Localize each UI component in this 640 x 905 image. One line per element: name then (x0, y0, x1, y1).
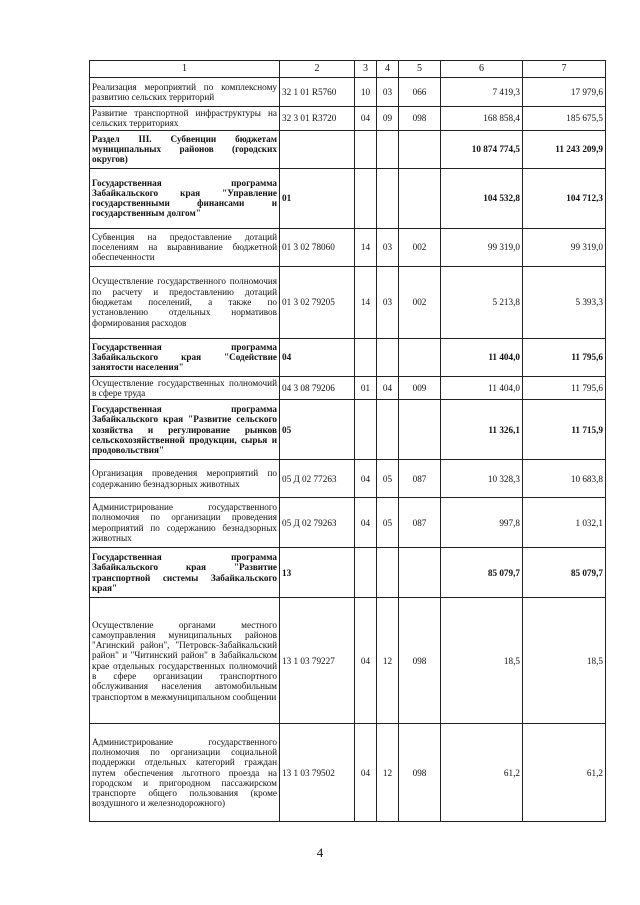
admin-code-cell (399, 130, 441, 168)
amount-year2-cell: 11 243 209,9 (523, 130, 606, 168)
amount-year1-cell: 168 858,4 (441, 107, 523, 131)
column-header-2: 2 (280, 61, 355, 78)
subsection-code-cell: 12 (377, 598, 399, 724)
target-code-cell: 13 (280, 548, 355, 598)
amount-year2-cell: 18,5 (523, 598, 606, 724)
row-name-cell: Государственная программа Забайкальского края "Управление государственными финансами и государственным долгом" (90, 168, 280, 228)
column-header-1: 1 (90, 61, 280, 78)
admin-code-cell (399, 168, 441, 228)
subsection-code-cell: 03 (377, 78, 399, 107)
table-row (90, 724, 606, 822)
amount-year1-cell: 10 874 774,5 (441, 130, 523, 168)
amount-year1-cell: 99 319,0 (441, 228, 523, 266)
section-code-cell: 04 (355, 598, 377, 724)
amount-year1-cell: 61,2 (441, 724, 523, 822)
subsection-code-cell (377, 400, 399, 460)
column-header-4: 4 (377, 61, 399, 78)
admin-code-cell: 098 (399, 724, 441, 822)
row-name-cell: Государственная программа Забайкальского края "Содействие занятости населения" (90, 338, 280, 376)
target-code-cell: 04 (280, 338, 355, 376)
subsection-code-cell: 09 (377, 107, 399, 131)
amount-year1-cell: 10 328,3 (441, 460, 523, 498)
admin-code-cell: 066 (399, 78, 441, 107)
subsection-code-cell (377, 168, 399, 228)
section-code-cell (355, 338, 377, 376)
subsection-code-cell: 05 (377, 460, 399, 498)
amount-year1-cell: 997,8 (441, 498, 523, 548)
subsection-code-cell: 03 (377, 228, 399, 266)
section-code-cell (355, 168, 377, 228)
budget-table (89, 60, 606, 822)
section-code-cell: 04 (355, 498, 377, 548)
column-header-5: 5 (399, 61, 441, 78)
row-name-cell: Реализация мероприятий по комплексному развитию сельских территорий (90, 78, 280, 107)
subsection-code-cell: 04 (377, 376, 399, 400)
section-code-cell: 01 (355, 376, 377, 400)
table-body (90, 78, 606, 822)
amount-year2-cell: 85 079,7 (523, 548, 606, 598)
target-code-cell: 01 (280, 168, 355, 228)
amount-year2-cell: 5 393,3 (523, 266, 606, 338)
target-code-cell: 13 1 03 79227 (280, 598, 355, 724)
admin-code-cell: 098 (399, 107, 441, 131)
section-code-cell: 14 (355, 228, 377, 266)
table-row (90, 400, 606, 460)
column-header-7: 7 (523, 61, 606, 78)
section-code-cell (355, 130, 377, 168)
admin-code-cell: 087 (399, 460, 441, 498)
row-name-cell: Государственная программа Забайкальского края "Развитие сельского хозяйства и регулирование рынков сельскохозяйственной продукции, сырья и продовольствия" (90, 400, 280, 460)
admin-code-cell (399, 400, 441, 460)
admin-code-cell (399, 338, 441, 376)
row-name-cell: Развитие транспортной инфраструктуры на сельских территориях (90, 107, 280, 131)
amount-year2-cell: 61,2 (523, 724, 606, 822)
table-row (90, 376, 606, 400)
target-code-cell: 04 3 08 79206 (280, 376, 355, 400)
table-row (90, 548, 606, 598)
admin-code-cell: 087 (399, 498, 441, 548)
target-code-cell: 01 3 02 79205 (280, 266, 355, 338)
subsection-code-cell (377, 338, 399, 376)
amount-year1-cell: 18,5 (441, 598, 523, 724)
amount-year2-cell: 185 675,5 (523, 107, 606, 131)
amount-year2-cell: 17 979,6 (523, 78, 606, 107)
amount-year1-cell: 5 213,8 (441, 266, 523, 338)
section-code-cell: 10 (355, 78, 377, 107)
row-name-cell: Осуществление государственного полномочия по расчету и предоставлению дотаций бюджетам поселений, а также по установлению отдельных нормативов формирования расходов (90, 266, 280, 338)
amount-year2-cell: 99 319,0 (523, 228, 606, 266)
row-name-cell: Администрирование государственного полномочия по организации социальной поддержки отдельных категорий граждан путем обеспечения льготного проезда на городском и пригородном пассажирском транспорте общего пользования (кроме воздушного и железнодорожного) (90, 724, 280, 822)
table-row (90, 498, 606, 548)
table-row (90, 266, 606, 338)
row-name-cell: Осуществление органами местного самоуправления муниципальных районов "Агинский район", "Петровск-Забайкальский район" и "Читинский район" в Забайкальском крае отдельных государственных полномочий в сфере организации транспортного обслуживания населения автомобильным транспортом в межмуниципальном сообщении (90, 598, 280, 724)
section-code-cell: 14 (355, 266, 377, 338)
amount-year1-cell: 11 404,0 (441, 338, 523, 376)
table-header-row (90, 61, 606, 78)
subsection-code-cell: 05 (377, 498, 399, 548)
amount-year2-cell: 11 795,6 (523, 376, 606, 400)
target-code-cell: 32 3 01 R3720 (280, 107, 355, 131)
target-code-cell: 01 3 02 78060 (280, 228, 355, 266)
section-code-cell: 04 (355, 724, 377, 822)
table-row (90, 598, 606, 724)
table-row (90, 228, 606, 266)
admin-code-cell: 009 (399, 376, 441, 400)
column-header-6: 6 (441, 61, 523, 78)
amount-year1-cell: 104 532,8 (441, 168, 523, 228)
target-code-cell (280, 130, 355, 168)
amount-year1-cell: 85 079,7 (441, 548, 523, 598)
amount-year2-cell: 104 712,3 (523, 168, 606, 228)
row-name-cell: Администрирование государственного полномочия по организации проведения мероприятий по содержанию безнадзорных животных (90, 498, 280, 548)
table-row (90, 78, 606, 107)
admin-code-cell: 002 (399, 266, 441, 338)
admin-code-cell: 002 (399, 228, 441, 266)
page-number: 4 (316, 845, 324, 860)
amount-year2-cell: 11 715,9 (523, 400, 606, 460)
target-code-cell: 32 1 01 R5760 (280, 78, 355, 107)
amount-year2-cell: 1 032,1 (523, 498, 606, 548)
section-code-cell: 04 (355, 460, 377, 498)
row-name-cell: Осуществление государственных полномочий в сфере труда (90, 376, 280, 400)
column-header-3: 3 (355, 61, 377, 78)
table-row (90, 460, 606, 498)
subsection-code-cell (377, 130, 399, 168)
row-name-cell: Государственная программа Забайкальского края "Развитие транспортной системы Забайкальского края" (90, 548, 280, 598)
amount-year1-cell: 7 419,3 (441, 78, 523, 107)
row-name-cell: Субвенция на предоставление дотаций поселениям на выравнивание бюджетной обеспеченности (90, 228, 280, 266)
amount-year2-cell: 11 795,6 (523, 338, 606, 376)
section-code-cell (355, 400, 377, 460)
admin-code-cell: 098 (399, 598, 441, 724)
admin-code-cell (399, 548, 441, 598)
amount-year1-cell: 11 404,0 (441, 376, 523, 400)
subsection-code-cell: 12 (377, 724, 399, 822)
target-code-cell: 13 1 03 79502 (280, 724, 355, 822)
row-name-cell: Организация проведения мероприятий по содержанию безнадзорных животных (90, 460, 280, 498)
target-code-cell: 05 (280, 400, 355, 460)
table-row (90, 338, 606, 376)
subsection-code-cell (377, 548, 399, 598)
amount-year1-cell: 11 326,1 (441, 400, 523, 460)
section-code-cell: 04 (355, 107, 377, 131)
row-name-cell: Раздел III. Субвенции бюджетам муниципальных районов (городских округов) (90, 130, 280, 168)
amount-year2-cell: 10 683,8 (523, 460, 606, 498)
section-code-cell (355, 548, 377, 598)
table-row (90, 130, 606, 168)
table-row (90, 168, 606, 228)
subsection-code-cell: 03 (377, 266, 399, 338)
table-row (90, 107, 606, 131)
target-code-cell: 05 Д 02 79263 (280, 498, 355, 548)
target-code-cell: 05 Д 02 77263 (280, 460, 355, 498)
